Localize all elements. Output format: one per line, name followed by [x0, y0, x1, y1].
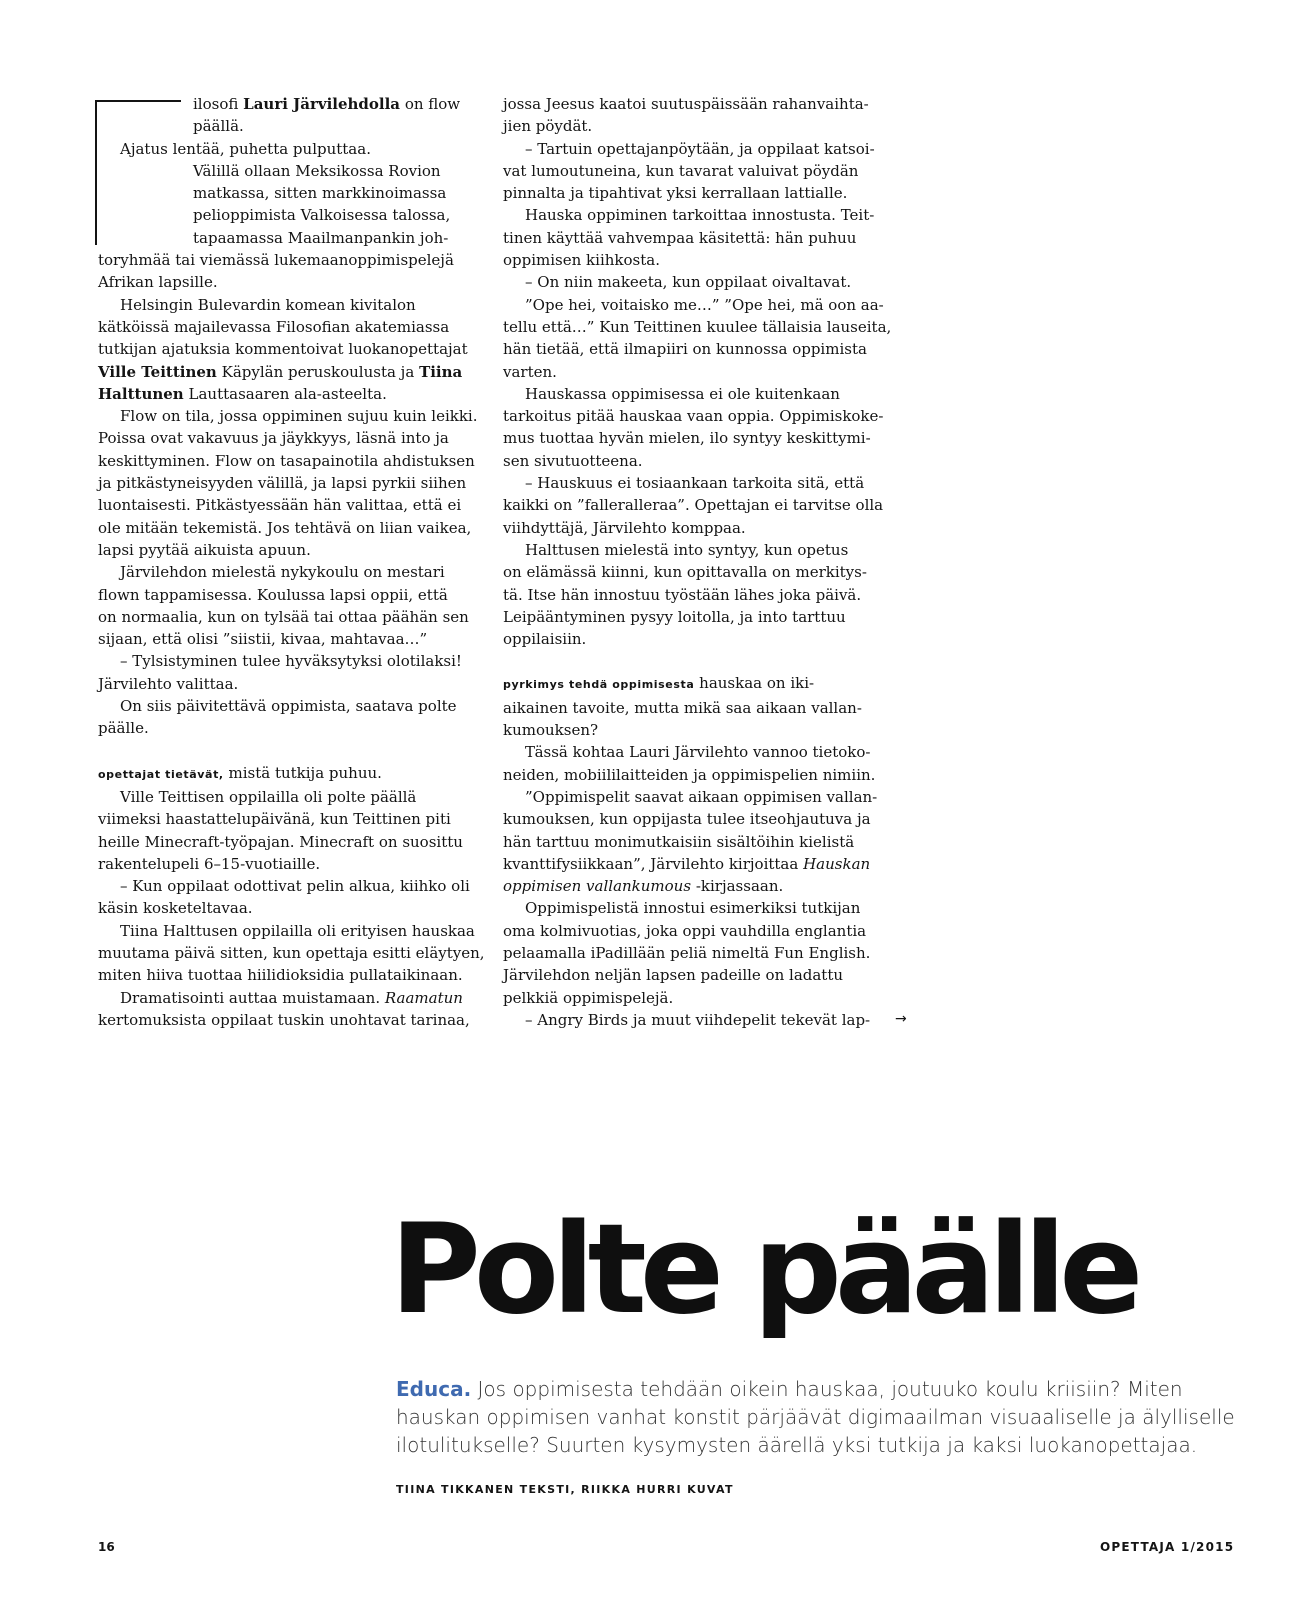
text-line: muutama päivä sitten, kun opettaja esitti eläytyen, — [98, 943, 485, 962]
text-line: on elämässä kiinni, kun opittavalla on merkitys- — [503, 563, 867, 582]
text-line: – On niin makeeta, kun oppilaat oivaltavat. — [525, 273, 852, 292]
text-line: sijaan, että olisi ”siistii, kivaa, mahtavaa…” — [98, 630, 428, 649]
text-line: oppimisen kiihkosta. — [503, 251, 660, 270]
text-line: Tässä kohtaa Lauri Järvilehto vannoo tietoko- — [525, 743, 871, 762]
text-line: – Hauskuus ei tosiaankaan tarkoita sitä, että — [525, 474, 865, 493]
article-column-1 — [98, 93, 485, 1031]
text-line: hän tarttuu monimutkaisiin sisältöihin kielistä — [503, 832, 855, 851]
text-line: kertomuksista oppilaat tuskin unohtavat tarinaa, — [98, 1010, 470, 1029]
text-line: hän tietää, että ilmapiiri on kunnossa oppimista — [503, 340, 867, 359]
text-line: miten hiiva tuottaa hiilidioksidia pullataikinaan. — [98, 966, 463, 985]
text-line: Leipääntyminen pysyy loitolla, ja into tarttuu — [503, 607, 846, 626]
text-line: – Kun oppilaat odottivat pelin alkua, kiihko oli — [120, 877, 470, 896]
text-line: matkassa, sitten markkinoimassa — [193, 184, 447, 203]
text-line: tellu että…” Kun Teittinen kuulee tällaisia lauseita, — [503, 317, 892, 336]
section-lead-in: opettajat tietävät, — [98, 767, 224, 781]
text-line: Välillä ollaan Meksikossa Rovion — [193, 161, 441, 180]
text-line: ja pitkästyneisyyden välillä, ja lapsi pyrkii siihen — [98, 474, 467, 493]
text-line: neiden, mobiililaitteiden ja oppimispelien nimiin. — [503, 765, 876, 784]
text-line: – Tylsistyminen tulee hyväksytyksi olotilaksi! — [120, 652, 462, 671]
text-line: Poissa ovat vakavuus ja jäykkyys, läsnä into ja — [98, 429, 449, 448]
text-line: kvanttifysiikkaan”, Järvilehto kirjoittaa Hauskan — [503, 854, 871, 873]
text-line: tutkijan ajatuksia kommentoivat luokanopettajat — [98, 340, 468, 359]
article-column-2 — [503, 93, 898, 1031]
text-line: Oppimispelistä innostui esimerkiksi tutkijan — [525, 899, 861, 918]
text-line: Järvilehdon mielestä nykykoulu on mestari — [120, 563, 445, 582]
text-line: viihdyttäjä, Järvilehto komppaa. — [503, 518, 746, 537]
text-line: Hauskassa oppimisessa ei ole kuitenkaan — [525, 384, 840, 403]
lead-paragraph — [396, 1375, 1256, 1459]
text-line: tinen käyttää vahvempaa käsitettä: hän puhuu — [503, 228, 857, 247]
subhead-line: pyrkimys tehdä oppimisesta hauskaa on iki- — [503, 674, 815, 693]
text-line: luontaisesti. Pitkästyessään hän valittaa, että ei — [98, 496, 462, 515]
text-line: vat lumoutuneina, kun tavarat valuivat pöydän — [503, 161, 859, 180]
text-line: ole mitään tekemistä. Jos tehtävä on liian vaikea, — [98, 518, 472, 537]
section-kicker: Educa. — [396, 1377, 472, 1401]
text-line: kaikki on ”fallerallerаа”. Opettajan ei tarvitse olla — [503, 496, 884, 515]
text-line: Ajatus lentää, puhetta pulputtaa. — [120, 139, 371, 158]
subhead-line: opettajat tietävät, mistä tutkija puhuu. — [98, 763, 382, 782]
page-title: Polte päälle — [390, 1198, 1137, 1342]
text-line: Halttunen Lauttasaaren ala-asteelta. — [98, 384, 387, 403]
section-lead-in: pyrkimys tehdä oppimisesta — [503, 678, 695, 692]
text-line: mus tuottaa hyvän mielen, ilo syntyy keskittymi- — [503, 429, 871, 448]
text-line: Hauska oppiminen tarkoittaa innostusta. Teit- — [525, 206, 875, 225]
magazine-issue: OPETTAJA 1/2015 — [1100, 1540, 1235, 1554]
text-line: tapaamassa Maailmanpankin joh- — [193, 228, 449, 247]
text-line: Järvilehdon neljän lapsen padeille on ladattu — [503, 966, 844, 985]
text-line: Dramatisointi auttaa muistamaan. Raamatun — [120, 988, 463, 1007]
text-line: heille Minecraft-työpajan. Minecraft on suosittu — [98, 832, 463, 851]
text-line: tä. Itse hän innostuu työstään lähes joka päivä. — [503, 585, 862, 604]
text-line: viimeksi haastattelupäivänä, kun Teittinen piti — [98, 810, 451, 829]
text-line: tarkoitus pitää hauskaa vaan oppia. Oppimiskoke- — [503, 407, 884, 426]
text-line: toryhmää tai viemässä lukemaanoppimispelejä — [98, 251, 454, 270]
text-line: käsin kosketeltavaa. — [98, 899, 253, 918]
text-line: Flow on tila, jossa oppiminen sujuu kuin leikki. — [120, 407, 478, 426]
text-line: – Tartuin opettajanpöytään, ja oppilaat katsoi- — [525, 139, 875, 158]
text-line: ”Oppimispelit saavat aikaan oppimisen vallan- — [525, 787, 878, 806]
text-line: päälle. — [98, 719, 149, 738]
text-line: Helsingin Bulevardin komean kivitalon — [120, 295, 416, 314]
text-line: oppimisen vallankumous -kirjassaan. — [503, 877, 784, 896]
text-line: sen sivutuotteena. — [503, 451, 643, 470]
text-line: rakentelupeli 6–15-vuotiaille. — [98, 854, 321, 873]
text-line: oma kolmivuotias, joka oppi vauhdilla englantia — [503, 921, 867, 940]
lead-text: Jos oppimisesta tehdään oikein hauskaa, joutuuko koulu kriisiin? Miten hauskan oppimisen vanhat konstit pärjäävät digimaailman visuaaliselle ja älylliselle ilotulitukselle? Suurten kysymysten äärellä yksi tutkija ja kaksi luokanopettajaa. — [396, 1377, 1235, 1457]
text-line: jossa Jeesus kaatoi suutuspäissään rahanvaihta- — [503, 95, 869, 113]
text-line: varten. — [503, 362, 557, 381]
text-line: – Angry Birds ja muut viihdepelit tekevät lap- — [525, 1010, 871, 1029]
text-line: kumouksen, kun oppijasta tulee itseohjautuva ja — [503, 810, 871, 829]
text-line: keskittyminen. Flow on tasapainotila ahdistuksen — [98, 451, 475, 470]
text-line: Afrikan lapsille. — [98, 273, 218, 292]
text-line: päällä. — [193, 117, 244, 136]
text-line: kumouksen? — [503, 721, 599, 740]
text-line: ”Ope hei, voitaisko me…” ”Ope hei, mä oon aa- — [525, 295, 884, 314]
page-number: 16 — [98, 1540, 115, 1554]
text-line: pelioppimista Valkoisessa talossa, — [193, 206, 451, 225]
text-line: flown tappamisessa. Koulussa lapsi oppii, että — [98, 585, 448, 604]
text-line: Järvilehto valittaa. — [98, 674, 239, 693]
text-line: pelaamalla iPadillään peliä nimeltä Fun English. — [503, 943, 871, 962]
text-line: Halttusen mielestä into syntyy, kun opetus — [525, 540, 849, 559]
text-line: kätköissä majailevassa Filosofian akatemiassa — [98, 317, 450, 336]
text-line: On siis päivitettävä oppimista, saatava polte — [120, 697, 457, 716]
text-line: Ville Teittinen Käpylän peruskoulusta ja Tiina — [98, 362, 463, 381]
text-line: oppilaisiin. — [503, 630, 587, 649]
text-line: jien pöydät. — [503, 117, 593, 136]
text-line: lapsi pyytää aikuista apuun. — [98, 540, 311, 559]
continue-arrow-icon: → — [895, 1011, 907, 1027]
byline: TIINA TIKKANEN TEKSTI, RIIKKA HURRI KUVAT — [396, 1483, 734, 1496]
text-line: Tiina Halttusen oppilailla oli erityisen hauskaa — [120, 921, 475, 940]
text-line: on normaalia, kun on tylsää tai ottaa päähän sen — [98, 607, 469, 626]
text-line: pinnalta ja tipahtivat yksi kerrallaan lattialle. — [503, 184, 848, 203]
text-line: aikainen tavoite, mutta mikä saa aikaan vallan- — [503, 698, 862, 717]
text-line: pelkkiä oppimispelejä. — [503, 988, 674, 1007]
text-line: Ville Teittisen oppilailla oli polte päällä — [120, 787, 417, 806]
text-line: ilosofi Lauri Järvilehdolla on flow — [193, 95, 461, 113]
